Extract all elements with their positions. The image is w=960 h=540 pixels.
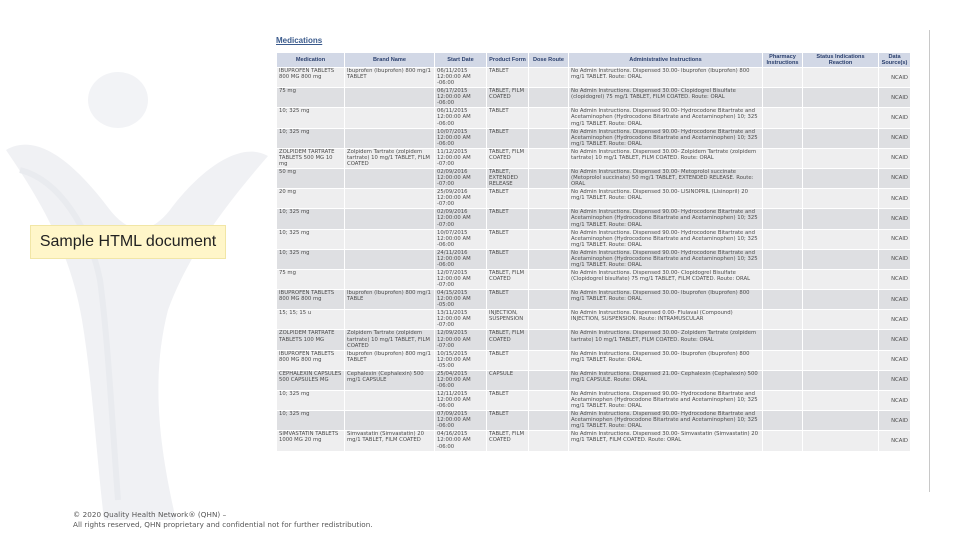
- cell-product-form: TABLET: [487, 411, 529, 431]
- cell-start-date: 04/15/2015 12:00:00 AM -05:00: [435, 290, 487, 310]
- cell-dose-route: [529, 168, 569, 188]
- cell-pharmacy-instructions: [763, 88, 803, 108]
- cell-brand-name: [345, 128, 435, 148]
- cell-medication: ZOLPIDEM TARTRATE TABLETS 100 MG: [277, 330, 345, 350]
- cell-pharmacy-instructions: [763, 128, 803, 148]
- cell-dose-route: [529, 209, 569, 229]
- cell-pharmacy-instructions: [763, 68, 803, 88]
- cell-start-date: 12/11/2015 12:00:00 AM -06:00: [435, 391, 487, 411]
- cell-product-form: TABLET: [487, 249, 529, 269]
- table-row: [277, 229, 911, 249]
- cell-status: [803, 249, 879, 269]
- col-dose-route: Dose Route: [529, 53, 569, 68]
- cell-brand-name: Zolpidem Tartrate (zolpidem tartrate) 10 mg/1 TABLET, FILM COATED: [345, 148, 435, 168]
- cell-data-source: NCAID: [879, 148, 911, 168]
- cell-admin-instructions: No Admin Instructions. Dispensed 30.00- Zolpidem Tartrate (zolpidem tartrate) 10 mg/1 TABLET, FILM COATED. Route: ORAL: [569, 148, 763, 168]
- cell-pharmacy-instructions: [763, 411, 803, 431]
- cell-start-date: 06/11/2015 12:00:00 AM -06:00: [435, 108, 487, 128]
- cell-brand-name: [345, 310, 435, 330]
- cell-dose-route: [529, 350, 569, 370]
- cell-start-date: 12/07/2015 12:00:00 AM -07:00: [435, 269, 487, 289]
- cell-brand-name: [345, 249, 435, 269]
- cell-pharmacy-instructions: [763, 249, 803, 269]
- table-row: [277, 370, 911, 390]
- cell-admin-instructions: No Admin Instructions. Dispensed 90.00- Hydrocodone Bitartrate and Acetaminophen (Hydrocodone Bitartrate and Acetaminophen) 10; 325 mg/1 TABLET. Route: ORAL: [569, 249, 763, 269]
- cell-pharmacy-instructions: [763, 189, 803, 209]
- cell-admin-instructions: No Admin Instructions. Dispensed 0.00- Flulaval (Compound) INJECTION, SUSPENSION. Route: INTRAMUSCULAR: [569, 310, 763, 330]
- cell-dose-route: [529, 68, 569, 88]
- cell-admin-instructions: No Admin Instructions. Dispensed 90.00- Hydrocodone Bitartrate and Acetaminophen (Hydrocodone Bitartrate and Acetaminophen) 10; 325 mg/1 TABLET. Route: ORAL: [569, 391, 763, 411]
- table-row: [277, 148, 911, 168]
- table-row: [277, 431, 911, 451]
- cell-admin-instructions: No Admin Instructions. Dispensed 30.00- Ibuprofen (Ibuprofen) 800 mg/1 TABLET. Route: ORAL: [569, 68, 763, 88]
- table-row: [277, 290, 911, 310]
- cell-pharmacy-instructions: [763, 370, 803, 390]
- footer: [73, 510, 373, 530]
- cell-admin-instructions: No Admin Instructions. Dispensed 90.00- Hydrocodone Bitartrate and Acetaminophen (Hydrocodone Bitartrate and Acetaminophen) 10; 325 mg/1 TABLET. Route: ORAL: [569, 209, 763, 229]
- cell-pharmacy-instructions: [763, 431, 803, 451]
- cell-status: [803, 148, 879, 168]
- cell-start-date: 10/15/2015 12:00:00 AM -05:00: [435, 350, 487, 370]
- cell-data-source: NCAID: [879, 168, 911, 188]
- cell-admin-instructions: No Admin Instructions. Dispensed 30.00- Simvastatin (Simvastatin) 20 mg/1 TABLET, FILM COATED. Route: ORAL: [569, 431, 763, 451]
- screenshot-border: [929, 30, 930, 492]
- col-data-sources: Data Source(s): [879, 53, 911, 68]
- col-status-indications-reaction: Status Indications Reaction: [803, 53, 879, 68]
- cell-product-form: CAPSULE: [487, 370, 529, 390]
- cell-status: [803, 108, 879, 128]
- table-row: [277, 249, 911, 269]
- cell-pharmacy-instructions: [763, 391, 803, 411]
- cell-pharmacy-instructions: [763, 148, 803, 168]
- cell-admin-instructions: No Admin Instructions. Dispensed 30.00- Clopidogrel Bisulfate (Clopidogrel bisulfate) 75 mg/1 TABLET, FILM COATED. Route: ORAL: [569, 269, 763, 289]
- col-product-form: Product Form: [487, 53, 529, 68]
- cell-dose-route: [529, 391, 569, 411]
- cell-medication: IBUPROFEN TABLETS 800 MG 800 mg: [277, 350, 345, 370]
- cell-brand-name: [345, 411, 435, 431]
- cell-medication: 10; 325 mg: [277, 128, 345, 148]
- cell-dose-route: [529, 249, 569, 269]
- cell-product-form: TABLET, FILM COATED: [487, 330, 529, 350]
- cell-status: [803, 350, 879, 370]
- cell-product-form: TABLET, FILM COATED: [487, 269, 529, 289]
- cell-dose-route: [529, 370, 569, 390]
- table-row: [277, 88, 911, 108]
- cell-start-date: 04/16/2015 12:00:00 AM -06:00: [435, 431, 487, 451]
- cell-brand-name: [345, 88, 435, 108]
- cell-status: [803, 370, 879, 390]
- cell-pharmacy-instructions: [763, 108, 803, 128]
- table-row: [277, 68, 911, 88]
- cell-data-source: NCAID: [879, 330, 911, 350]
- cell-medication: 10; 325 mg: [277, 209, 345, 229]
- medications-title: Medications: [276, 36, 323, 45]
- cell-brand-name: [345, 168, 435, 188]
- cell-status: [803, 189, 879, 209]
- cell-status: [803, 128, 879, 148]
- cell-admin-instructions: No Admin Instructions. Dispensed 30.00- Metoprolol succinate (Metoprolol succinate) 50 mg/1 TABLET, EXTENDED RELEASE. Route: ORAL: [569, 168, 763, 188]
- cell-product-form: TABLET: [487, 229, 529, 249]
- col-start-date: Start Date: [435, 53, 487, 68]
- cell-status: [803, 411, 879, 431]
- cell-medication: 75 mg: [277, 269, 345, 289]
- cell-status: [803, 209, 879, 229]
- cell-status: [803, 269, 879, 289]
- cell-medication: 10; 325 mg: [277, 229, 345, 249]
- cell-dose-route: [529, 310, 569, 330]
- cell-start-date: 25/09/2016 12:00:00 AM -07:00: [435, 189, 487, 209]
- cell-status: [803, 391, 879, 411]
- cell-start-date: 06/11/2015 12:00:00 AM -06:00: [435, 68, 487, 88]
- cell-product-form: TABLET: [487, 290, 529, 310]
- cell-data-source: NCAID: [879, 68, 911, 88]
- cell-product-form: TABLET: [487, 189, 529, 209]
- cell-medication: SIMVASTATIN TABLETS 1000 MG 20 mg: [277, 431, 345, 451]
- cell-medication: IBUPROFEN TABLETS 800 MG 800 mg: [277, 68, 345, 88]
- cell-admin-instructions: No Admin Instructions. Dispensed 30.00- Ibuprofen (Ibuprofen) 800 mg/1 TABLET. Route: ORAL: [569, 290, 763, 310]
- table-row: [277, 189, 911, 209]
- rights-line: All rights reserved, QHN proprietary and confidential not for further redistribution.: [73, 520, 373, 529]
- cell-medication: 10; 325 mg: [277, 249, 345, 269]
- cell-brand-name: [345, 269, 435, 289]
- qhn-figure-watermark: [0, 60, 270, 520]
- cell-admin-instructions: No Admin Instructions. Dispensed 30.00- LISINOPRIL (Lisinopril) 20 mg/1 TABLET. Route: ORAL: [569, 189, 763, 209]
- cell-status: [803, 68, 879, 88]
- cell-dose-route: [529, 290, 569, 310]
- table-row: [277, 350, 911, 370]
- cell-product-form: TABLET, FILM COATED: [487, 148, 529, 168]
- cell-admin-instructions: No Admin Instructions. Dispensed 90.00- Hydrocodone Bitartrate and Acetaminophen (Hydrocodone Bitartrate and Acetaminophen) 10; 325 mg/1 TABLET. Route: ORAL: [569, 411, 763, 431]
- cell-medication: CEPHALEXIN CAPSULES 500 CAPSULES MG: [277, 370, 345, 390]
- table-row: [277, 269, 911, 289]
- col-pharmacy-instructions: Pharmacy Instructions: [763, 53, 803, 68]
- cell-dose-route: [529, 229, 569, 249]
- cell-data-source: NCAID: [879, 88, 911, 108]
- cell-data-source: NCAID: [879, 229, 911, 249]
- cell-data-source: NCAID: [879, 350, 911, 370]
- cell-status: [803, 290, 879, 310]
- cell-brand-name: Ibuprofen (Ibuprofen) 800 mg/1 TABLET: [345, 350, 435, 370]
- col-medication: Medication: [277, 53, 345, 68]
- table-row: [277, 108, 911, 128]
- cell-medication: 20 mg: [277, 189, 345, 209]
- cell-status: [803, 310, 879, 330]
- cell-brand-name: [345, 391, 435, 411]
- table-row: [277, 411, 911, 431]
- col-brand-name: Brand Name: [345, 53, 435, 68]
- table-row: [277, 128, 911, 148]
- cell-medication: 75 mg: [277, 88, 345, 108]
- cell-brand-name: [345, 189, 435, 209]
- cell-pharmacy-instructions: [763, 269, 803, 289]
- cell-start-date: 02/09/2016 12:00:00 AM -07:00: [435, 209, 487, 229]
- cell-dose-route: [529, 128, 569, 148]
- cell-medication: 10; 325 mg: [277, 391, 345, 411]
- cell-medication: IBUPROFEN TABLETS 800 MG 800 mg: [277, 290, 345, 310]
- cell-admin-instructions: No Admin Instructions. Dispensed 90.00- Hydrocodone Bitartrate and Acetaminophen (Hydrocodone Bitartrate and Acetaminophen) 10; 325 mg/1 TABLET. Route: ORAL: [569, 128, 763, 148]
- cell-start-date: 25/04/2015 12:00:00 AM -06:00: [435, 370, 487, 390]
- cell-admin-instructions: No Admin Instructions. Dispensed 21.00- Cephalexin (Cephalexin) 500 mg/1 CAPSULE. Route: ORAL: [569, 370, 763, 390]
- cell-status: [803, 168, 879, 188]
- cell-pharmacy-instructions: [763, 168, 803, 188]
- cell-brand-name: Cephalexin (Cephalexin) 500 mg/1 CAPSULE: [345, 370, 435, 390]
- cell-start-date: 02/09/2016 12:00:00 AM -07:00: [435, 168, 487, 188]
- cell-brand-name: Ibuprofen (Ibuprofen) 800 mg/1 TABLET: [345, 68, 435, 88]
- cell-data-source: NCAID: [879, 128, 911, 148]
- cell-product-form: TABLET, EXTENDED RELEASE: [487, 168, 529, 188]
- cell-start-date: 10/07/2015 12:00:00 AM -06:00: [435, 229, 487, 249]
- cell-admin-instructions: No Admin Instructions. Dispensed 90.00- Hydrocodone Bitartrate and Acetaminophen (Hydrocodone Bitartrate and Acetaminophen) 10; 325 mg/1 TABLET. Route: ORAL: [569, 229, 763, 249]
- cell-start-date: 12/09/2015 12:00:00 AM -07:00: [435, 330, 487, 350]
- cell-data-source: NCAID: [879, 249, 911, 269]
- table-row: [277, 168, 911, 188]
- cell-dose-route: [529, 269, 569, 289]
- table-row: [277, 330, 911, 350]
- cell-dose-route: [529, 330, 569, 350]
- cell-data-source: NCAID: [879, 108, 911, 128]
- cell-product-form: TABLET: [487, 350, 529, 370]
- sample-label: Sample HTML document: [39, 233, 217, 250]
- cell-data-source: NCAID: [879, 269, 911, 289]
- cell-brand-name: [345, 209, 435, 229]
- cell-product-form: TABLET: [487, 209, 529, 229]
- table-row: [277, 209, 911, 229]
- col-admin-instructions: Administrative Instructions: [569, 53, 763, 68]
- cell-data-source: NCAID: [879, 290, 911, 310]
- cell-product-form: TABLET: [487, 68, 529, 88]
- cell-data-source: NCAID: [879, 189, 911, 209]
- cell-status: [803, 330, 879, 350]
- cell-pharmacy-instructions: [763, 209, 803, 229]
- cell-pharmacy-instructions: [763, 310, 803, 330]
- cell-data-source: NCAID: [879, 431, 911, 451]
- cell-brand-name: Simvastatin (Simvastatin) 20 mg/1 TABLET, FILM COATED: [345, 431, 435, 451]
- cell-start-date: 07/09/2015 12:00:00 AM -06:00: [435, 411, 487, 431]
- cell-medication: 15; 15; 15 u: [277, 310, 345, 330]
- cell-dose-route: [529, 148, 569, 168]
- cell-dose-route: [529, 88, 569, 108]
- header-row: [277, 53, 911, 68]
- cell-product-form: TABLET, FILM COATED: [487, 88, 529, 108]
- cell-pharmacy-instructions: [763, 229, 803, 249]
- table-row: [277, 310, 911, 330]
- cell-data-source: NCAID: [879, 391, 911, 411]
- cell-medication: 50 mg: [277, 168, 345, 188]
- cell-start-date: 11/12/2015 12:00:00 AM -07:00: [435, 148, 487, 168]
- cell-dose-route: [529, 108, 569, 128]
- cell-status: [803, 229, 879, 249]
- cell-brand-name: Zolpidem Tartrate (zolpidem tartrate) 10 mg/1 TABLET, FILM COATED: [345, 330, 435, 350]
- cell-start-date: 13/11/2015 12:00:00 AM -07:00: [435, 310, 487, 330]
- table-row: [277, 391, 911, 411]
- cell-data-source: NCAID: [879, 209, 911, 229]
- medications-table: [276, 52, 911, 452]
- cell-brand-name: [345, 108, 435, 128]
- cell-medication: 10; 325 mg: [277, 411, 345, 431]
- cell-admin-instructions: No Admin Instructions. Dispensed 30.00- Zolpidem Tartrate (zolpidem tartrate) 10 mg/1 TABLET, FILM COATED. Route: ORAL: [569, 330, 763, 350]
- cell-admin-instructions: No Admin Instructions. Dispensed 90.00- Hydrocodone Bitartrate and Acetaminophen (Hydrocodone Bitartrate and Acetaminophen) 10; 325 mg/1 TABLET. Route: ORAL: [569, 108, 763, 128]
- cell-start-date: 24/11/2016 12:00:00 AM -06:00: [435, 249, 487, 269]
- cell-dose-route: [529, 189, 569, 209]
- cell-pharmacy-instructions: [763, 330, 803, 350]
- cell-status: [803, 88, 879, 108]
- medications-body: [277, 68, 911, 452]
- cell-product-form: INJECTION, SUSPENSION: [487, 310, 529, 330]
- cell-admin-instructions: No Admin Instructions. Dispensed 30.00- Clopidogrel Bisulfate (clopidogrel) 75 mg/1 TABLET, FILM COATED. Route: ORAL: [569, 88, 763, 108]
- cell-data-source: NCAID: [879, 310, 911, 330]
- cell-brand-name: [345, 229, 435, 249]
- cell-product-form: TABLET: [487, 391, 529, 411]
- cell-product-form: TABLET: [487, 128, 529, 148]
- cell-status: [803, 431, 879, 451]
- cell-medication: 10; 325 mg: [277, 108, 345, 128]
- cell-dose-route: [529, 431, 569, 451]
- cell-admin-instructions: No Admin Instructions. Dispensed 30.00- Ibuprofen (Ibuprofen) 800 mg/1 TABLET. Route: ORAL: [569, 350, 763, 370]
- cell-start-date: 06/17/2015 12:00:00 AM -06:00: [435, 88, 487, 108]
- cell-start-date: 10/07/2015 12:00:00 AM -06:00: [435, 128, 487, 148]
- cell-pharmacy-instructions: [763, 290, 803, 310]
- cell-medication: ZOLPIDEM TARTRATE TABLETS 500 MG 10 mg: [277, 148, 345, 168]
- cell-pharmacy-instructions: [763, 350, 803, 370]
- cell-brand-name: Ibuprofen (Ibuprofen) 800 mg/1 TABLE: [345, 290, 435, 310]
- cell-dose-route: [529, 411, 569, 431]
- cell-product-form: TABLET: [487, 108, 529, 128]
- cell-product-form: TABLET, FILM COATED: [487, 431, 529, 451]
- copyright-line: © 2020 Quality Health Network® (QHN) –: [73, 510, 227, 519]
- medications-screenshot: [273, 30, 930, 492]
- cell-data-source: NCAID: [879, 411, 911, 431]
- cell-data-source: NCAID: [879, 370, 911, 390]
